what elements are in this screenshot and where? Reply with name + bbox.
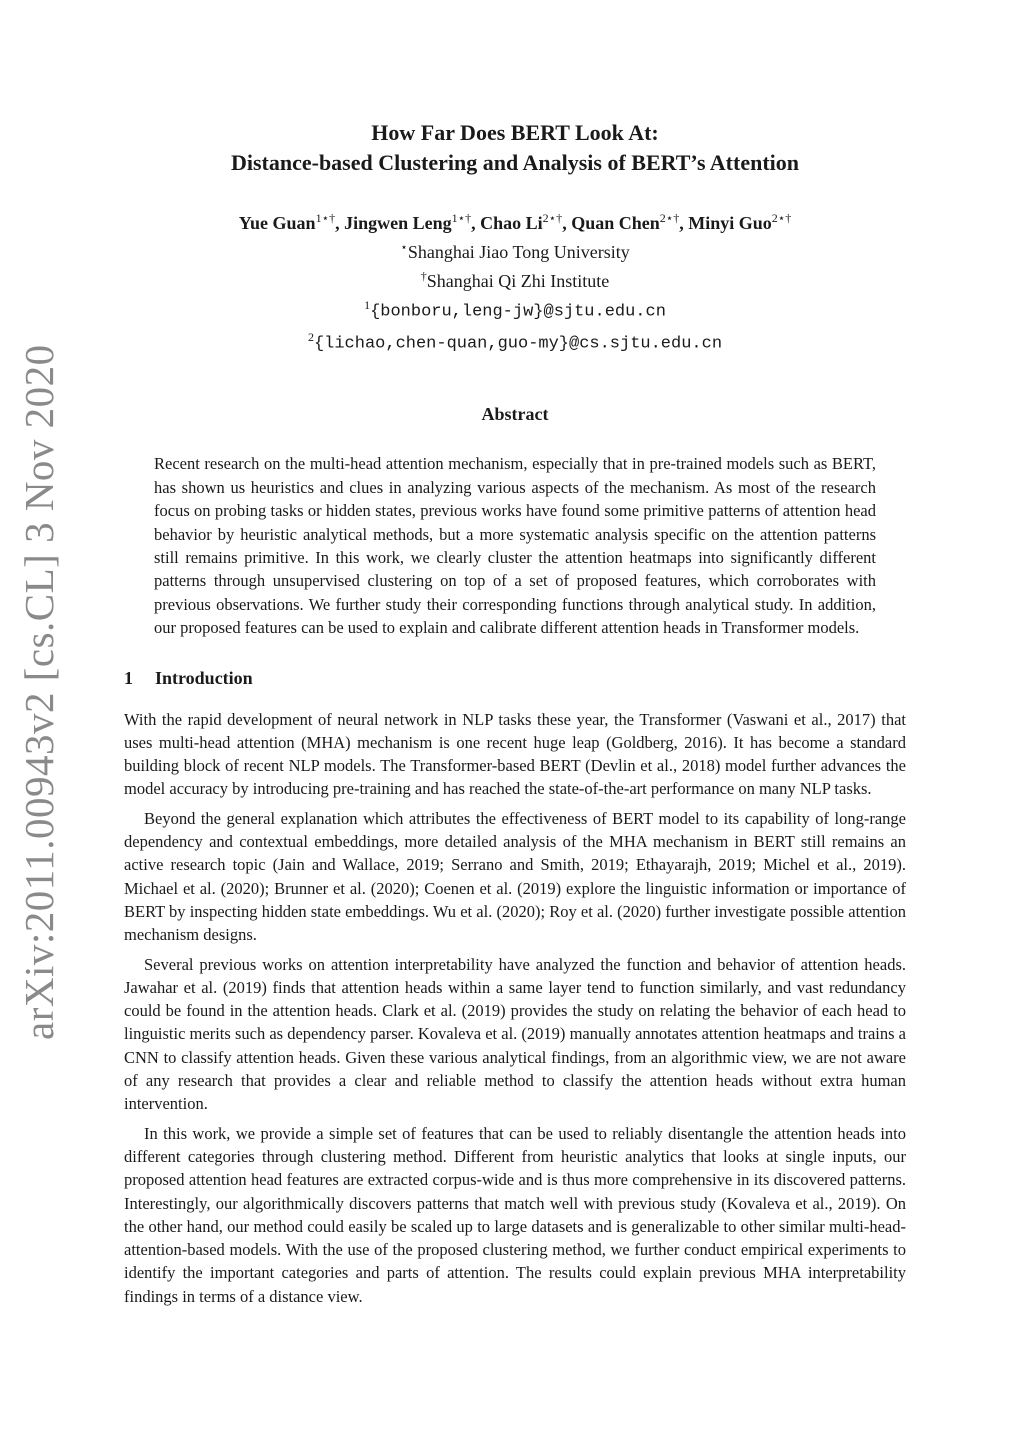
author-marks: 2⋆† (771, 211, 792, 225)
abstract-text: Recent research on the multi-head attention mechanism, especially that in pre-trained models such as BERT, has shown us heuristics and clues in analyzing various aspects of the mechanism. As most of the research focus on probing tasks or hidden states, previous works have found some primitive patterns of attention head behavior by heuristic analytical methods, but a more systematic analysis specific on the attention patterns still remains primitive. In this work, we clearly cluster the attention heatmaps into significantly different patterns through unsupervised clustering on top of a set of proposed features, which corroborates with previous observations. We further study their corresponding functions through analytical study. In addition, our proposed features can be used to explain and calibrate different attention heads in Transformer models. (154, 454, 876, 638)
paper-title (124, 118, 906, 178)
author-marks: 1⋆† (315, 211, 336, 225)
body-paragraph: With the rapid development of neural network in NLP tasks these year, the Transformer (Vaswani et al., 2017) that uses multi-head attention (MHA) mechanism is one recent huge leap (Goldberg, 2016). It has become a standard building block of recent NLP models. The Transformer-based BERT (Devlin et al., 2018) model further advances the model accuracy by introducing pre-training and has reached the state-of-the-art performance on many NLP tasks. (124, 709, 906, 799)
abstract-heading: Abstract (481, 404, 549, 425)
section-body (124, 708, 906, 1308)
body-paragraph: In this work, we provide a simple set of features that can be used to reliably disentangle the attention heads into different categories through clustering method. Different from heuristic analytics that looks at single inputs, our proposed attention head features are extracted corpus-wide and is thus more comprehensive in its discovered patterns. Interestingly, our algorithmically discovers patterns that match well with previous study (Kovaleva et al., 2019). On the other hand, our method could easily be scaled up to large datasets and is generalizable to other similar multi-head-attention-based models. With the use of the proposed clustering method, we further conduct empirical experiments to identify the important categories and parts of attention. The results could explain previous MHA interpretability findings in terms of a distance view. (124, 1123, 906, 1306)
author-marks: 1⋆† (451, 211, 472, 225)
section-heading (124, 666, 906, 690)
author-name: Chao Li (480, 213, 543, 233)
body-paragraph: Several previous works on attention interpretability have analyzed the function and behavior of attention heads. Jawahar et al. (2019) finds that attention heads within a same layer tend to function similarly, and vast redundancy could be found in the attention heads. Clark et al. (2019) provides the study on relating the behavior of each head to linguistic merits such as dependency parser. Kovaleva et al. (2019) manually annotates attention heatmaps and trains a CNN to classify attention heads. Given these various analytical findings, from an algorithmic view, we are not aware of any research that provides a clear and reliable method to classify the attention heads without extra human intervention. (124, 954, 906, 1114)
email-line (124, 293, 906, 325)
affiliation (124, 235, 906, 264)
email-line (124, 325, 906, 357)
email-address: {lichao,chen-quan,guo-my}@cs.sjtu.edu.cn (313, 334, 723, 354)
affiliation-mark: † (420, 269, 427, 283)
email-mark: 2 (307, 329, 314, 344)
section-number: 1 (124, 667, 133, 688)
author-name: Jingwen Leng (344, 213, 452, 233)
title-line-2: Distance-based Clustering and Analysis of BERT’s Attention (230, 150, 800, 175)
author-list: Yue Guan$^{1⋆\dagger}$, Jingwen Leng$^{1⋆\dagger}$, Chao $Li^{2⋆\dagger}$, Quan Chen$^{2⋆\dagger}$, Minyi Guo$^{2⋆\dagger}$ (238, 211, 792, 233)
body-paragraph: Beyond the general explanation which attributes the effectiveness of BERT model to its capability of long-range dependency and contextual embeddings, more detailed analysis of the MHA mechanism in BERT still remains an active research topic (Jain and Wallace, 2019; Serrano and Smith, 2019; Ethayarajh, 2019; Michel et al., 2019). Michael et al. (2020); Brunner et al. (2020); Coenen et al. (2019) explore the linguistic information or importance of BERT by inspecting hidden state embeddings. Wu et al. (2020); Roy et al. (2020) further investigate possible attention mechanism designs. (124, 808, 906, 945)
affiliation-name: Shanghai Jiao Tong University (407, 242, 630, 262)
email-address: {bonboru,leng-jw}@sjtu.edu.cn (370, 302, 666, 322)
author-marks: 2⋆† (659, 211, 680, 225)
paper-page (124, 112, 906, 1314)
author-marks: 2⋆† (542, 211, 563, 225)
email-mark: 1 (364, 298, 371, 312)
author-name: Minyi Guo (688, 213, 772, 233)
affiliation (124, 264, 906, 293)
affiliation-mark: ⋆ (400, 240, 408, 254)
author-name: Quan Chen (571, 213, 660, 233)
affiliation-name: Shanghai Qi Zhi Institute (426, 271, 610, 291)
arxiv-identifier-stamp: arXiv:2011.00943v2 [cs.CL] 3 Nov 2020 (16, 344, 62, 1040)
author-name: Yue Guan (238, 213, 316, 233)
section-title: Introduction (155, 667, 253, 688)
title-line-1: How Far Does BERT Look At: (371, 120, 659, 145)
